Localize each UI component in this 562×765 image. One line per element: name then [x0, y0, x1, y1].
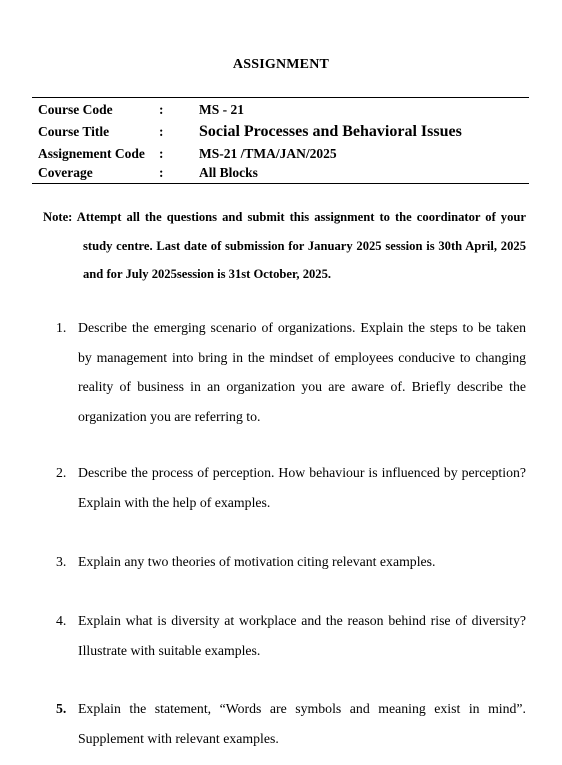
table-bottom-rule [32, 183, 529, 184]
meta-colon: : [159, 165, 164, 180]
meta-label: Assignement Code [38, 146, 145, 161]
note-text: Attempt all the questions and submit this assignment to the coordinator of your study centre. Last date of submission for January 2025 session is 30th April, 2025 and for July 2025session is 31st October, 2025. [76, 210, 526, 281]
question-text: Explain any two theories of motivation citing relevant examples. [78, 554, 436, 569]
meta-label: Course Code [38, 102, 113, 117]
meta-label: Course Title [38, 124, 110, 139]
page-title: ASSIGNMENT [232, 57, 330, 72]
question-text: Explain the statement, “Words are symbols and meaning exist in mind”. Supplement with relevant examples. [78, 701, 526, 746]
meta-label: Coverage [38, 165, 93, 180]
note-label: Note: [43, 210, 73, 224]
question-number: 5. [56, 701, 67, 716]
meta-value: MS - 21 [199, 102, 244, 117]
question-text: Describe the process of perception. How behaviour is influenced by perception? Explain with the help of examples. [78, 465, 526, 510]
question-number: 1. [56, 320, 67, 335]
question-number: 4. [56, 613, 67, 628]
table-top-rule [32, 97, 529, 98]
question-number: 3. [56, 554, 67, 569]
meta-value: Social Processes and Behavioral Issues [199, 123, 462, 140]
question-number: 2. [56, 465, 67, 480]
question-text: Explain what is diversity at workplace and the reason behind rise of diversity? Illustrate with suitable examples. [78, 613, 526, 658]
meta-colon: : [159, 102, 164, 117]
meta-value: All Blocks [199, 165, 258, 180]
meta-colon: : [159, 146, 164, 161]
question-text: Describe the emerging scenario of organizations. Explain the steps to be taken by management into bring in the mindset of employees conducive to changing reality of business in an organization you are aware of. Briefly describe the organization you are referring to. [78, 320, 526, 424]
meta-value: MS-21 /TMA/JAN/2025 [199, 146, 337, 161]
meta-colon: : [159, 124, 164, 139]
